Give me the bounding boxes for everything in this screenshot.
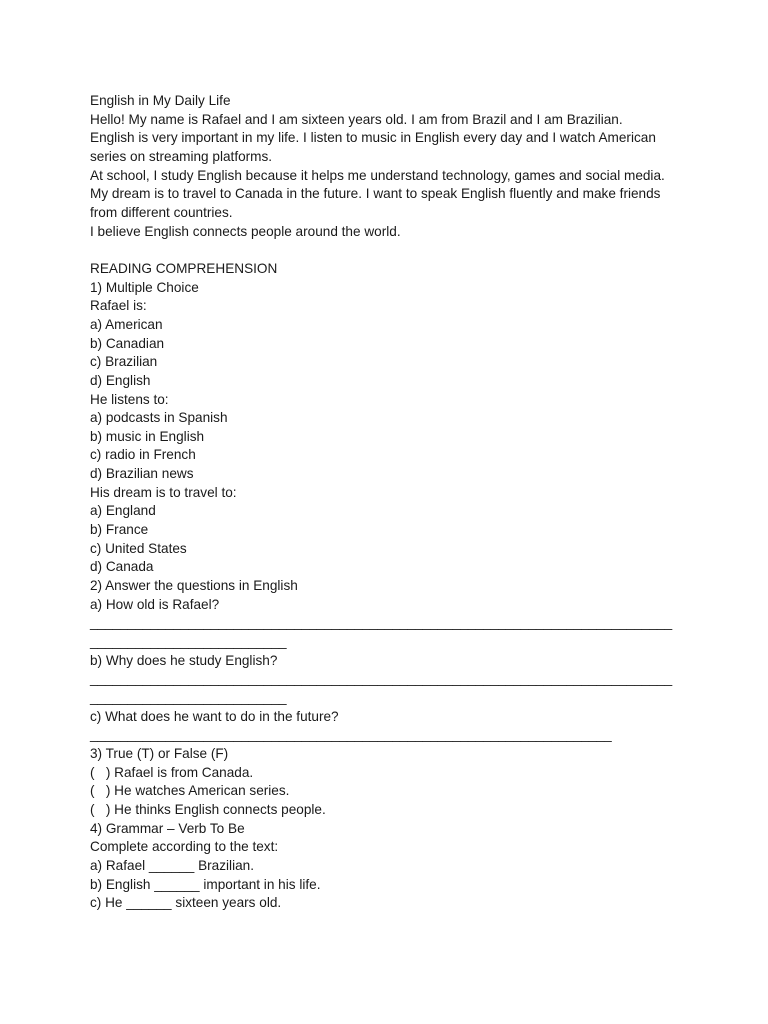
- text-line: from different countries.: [90, 204, 233, 220]
- answer-blank-line: _____________________________________________________________________________: [90, 615, 673, 631]
- answer-blank-line: _____________________________________________________________________: [90, 727, 612, 743]
- exercise-line: ( ) Rafael is from Canada.: [90, 764, 254, 780]
- exercise-line: a) England: [90, 503, 156, 519]
- document-title: English in My Daily Life: [90, 93, 231, 108]
- exercise-line: c) What does he want to do in the future?: [90, 708, 339, 724]
- exercise-line: c) Brazilian: [90, 354, 158, 370]
- exercise-line: d) Canada: [90, 559, 154, 575]
- exercise-line: 1) Multiple Choice: [90, 279, 199, 295]
- exercise-line: Rafael is:: [90, 298, 147, 314]
- exercise-line: ( ) He watches American series.: [90, 783, 290, 799]
- text-line: series on streaming platforms.: [90, 148, 273, 164]
- text-line: My dream is to travel to Canada in the future. I want to speak English fluently and make friends: [90, 186, 661, 202]
- answer-blank-line: __________________________: [90, 634, 287, 650]
- exercise-line: 2) Answer the questions in English: [90, 578, 298, 594]
- exercise-line: a) podcasts in Spanish: [90, 410, 228, 426]
- exercise-line: a) American: [90, 316, 163, 332]
- text-line: English is very important in my life. I listen to music in English every day and I watch American: [90, 130, 656, 146]
- exercise-line: 3) True (T) or False (F): [90, 745, 229, 761]
- exercise-line: d) English: [90, 372, 151, 388]
- exercise-line: c) He ______ sixteen years old.: [90, 895, 282, 911]
- exercise-line: ( ) He thinks English connects people.: [90, 801, 326, 817]
- exercise-line: d) Brazilian news: [90, 466, 194, 482]
- exercise-line: He listens to:: [90, 391, 169, 407]
- exercise-line: His dream is to travel to:: [90, 484, 237, 500]
- text-line: Hello! My name is Rafael and I am sixteen years old. I am from Brazil and I am Brazilian.: [90, 111, 623, 127]
- exercise-line: 4) Grammar – Verb To Be: [90, 820, 245, 836]
- exercise-line: b) music in English: [90, 428, 205, 444]
- exercise-line: b) English ______ important in his life.: [90, 876, 321, 892]
- exercise-line: c) United States: [90, 540, 187, 556]
- answer-blank-line: _____________________________________________________________________________: [90, 671, 673, 687]
- exercise-line: b) France: [90, 522, 149, 538]
- exercise-line: c) radio in French: [90, 447, 196, 463]
- exercise-line: b) Why does he study English?: [90, 652, 278, 668]
- exercise-line: a) Rafael ______ Brazilian.: [90, 857, 254, 873]
- exercise-line: a) How old is Rafael?: [90, 596, 220, 612]
- exercises: [90, 279, 690, 913]
- document-page: [90, 92, 690, 913]
- exercise-line: b) Canadian: [90, 335, 165, 351]
- text-line: At school, I study English because it helps me understand technology, games and social media.: [90, 167, 665, 183]
- text-line: I believe English connects people around the world.: [90, 223, 401, 239]
- answer-blank-line: __________________________: [90, 690, 287, 705]
- exercise-line: Complete according to the text:: [90, 839, 279, 855]
- section-heading: READING COMPREHENSION: [90, 260, 278, 276]
- reading-text: [90, 111, 690, 242]
- spacer: [90, 241, 690, 260]
